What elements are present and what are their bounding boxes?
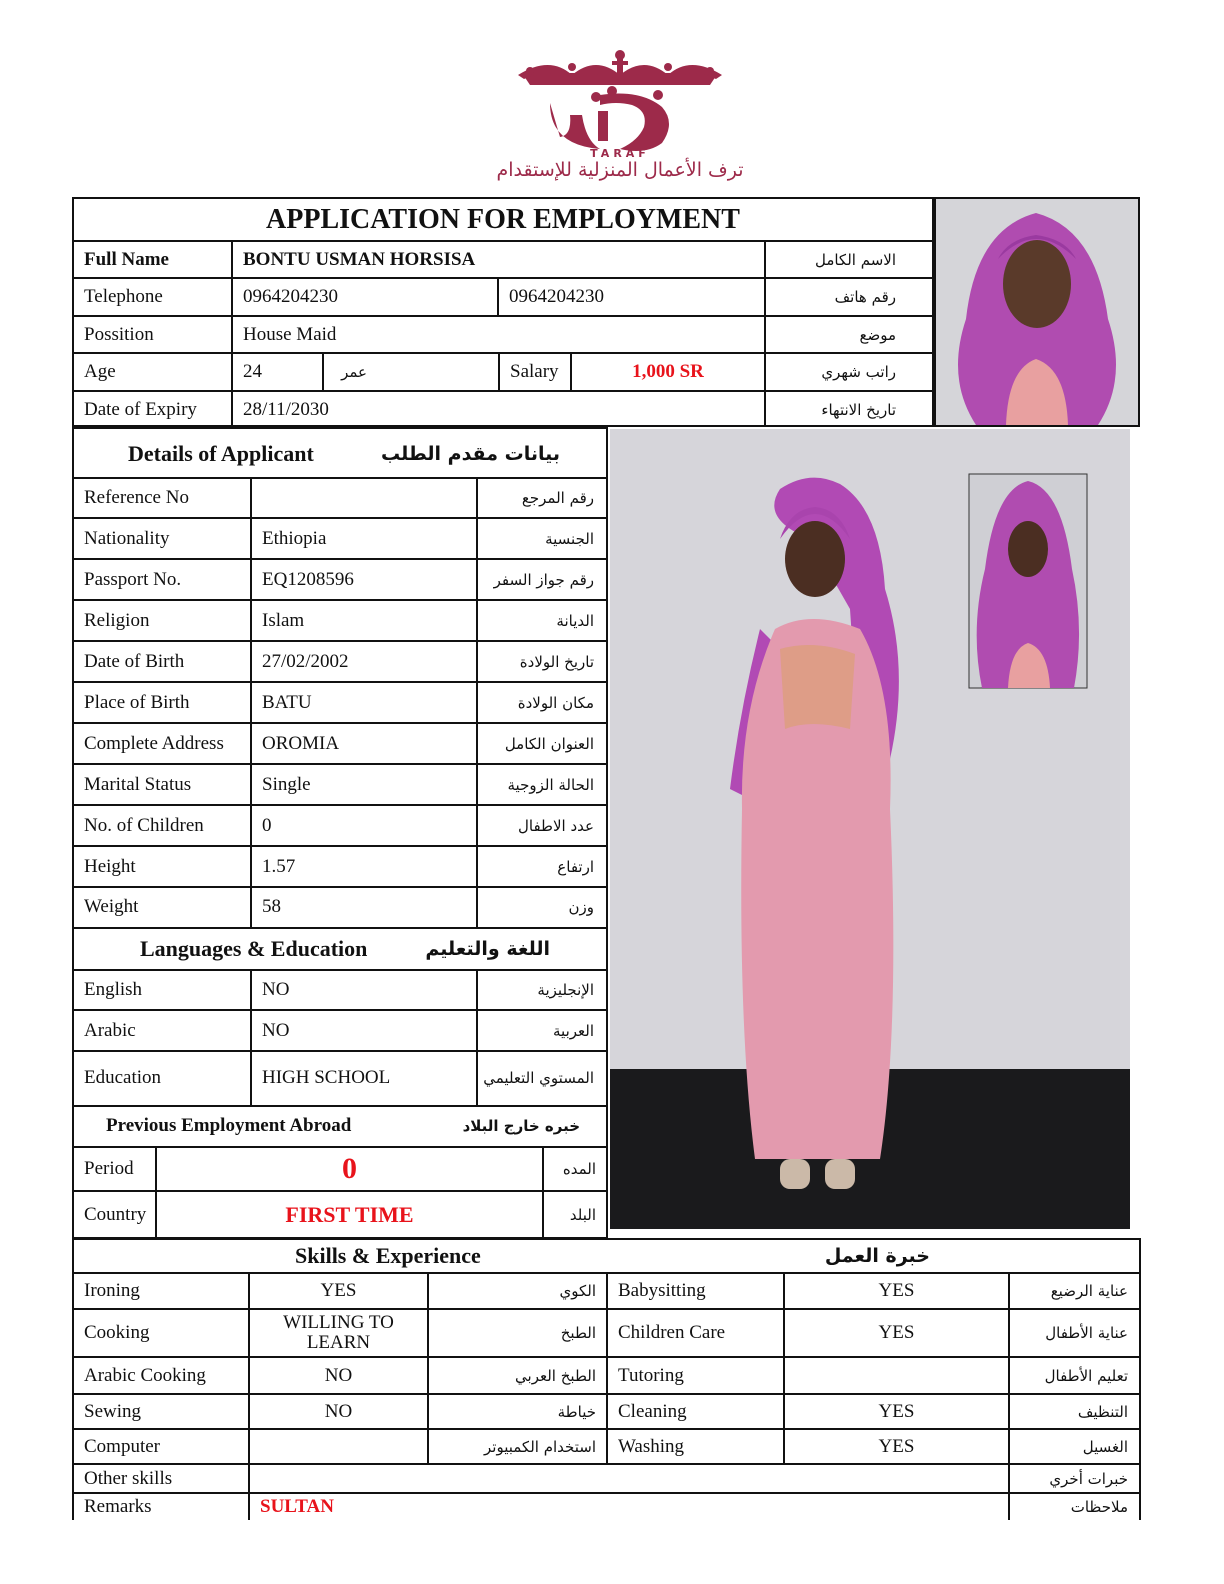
period-value: 0 — [342, 1152, 357, 1185]
previous-title-ar: خبره خارج البلاد — [462, 1117, 580, 1135]
skill-label: Cleaning — [618, 1400, 687, 1422]
detail-label-ar: العنوان الكامل — [504, 734, 594, 753]
full-body-photo — [610, 429, 1130, 1229]
skill-value: YES — [878, 1280, 915, 1301]
company-logo — [400, 45, 840, 185]
other-skills-value — [250, 1465, 1008, 1492]
age-value: 24 — [243, 361, 262, 382]
telephone-value-1: 0964204230 — [243, 286, 338, 307]
detail-label-ar: الحالة الزوجية — [507, 775, 594, 794]
logo-brand-arabic: ترف الأعمال المنزلية للإستقدام — [496, 159, 744, 181]
skill-value: NO — [324, 1400, 353, 1422]
country-label-ar: البلد — [569, 1206, 596, 1224]
skill-label-ar: الغسيل — [1082, 1437, 1128, 1456]
detail-label: Religion — [84, 609, 150, 631]
skill-label-ar: عناية الرضيع — [1050, 1282, 1128, 1300]
detail-value: 0 — [262, 814, 272, 836]
skill-value: YES — [320, 1280, 357, 1301]
skill-label: Sewing — [84, 1400, 141, 1422]
skill-label: Computer — [84, 1435, 160, 1457]
detail-label: Date of Birth — [84, 650, 185, 672]
detail-value: 27/02/2002 — [262, 650, 349, 672]
skill-label-ar: تعليم الأطفال — [1044, 1366, 1128, 1385]
age-label-ar: عمر — [341, 363, 367, 381]
skill-label-ar: الطبخ العربي — [515, 1366, 596, 1385]
skill-label: Cooking — [84, 1322, 150, 1343]
remarks-value: SULTAN — [260, 1496, 334, 1517]
details-title-ar: بيانات مقدم الطلب — [381, 443, 560, 465]
position-label: Possition — [84, 323, 154, 345]
skill-label: Babysitting — [618, 1280, 706, 1301]
detail-value: Single — [262, 773, 311, 795]
detail-label-ar: تاريخ الولادة — [519, 652, 594, 671]
language-label-ar: الإنجليزية — [537, 981, 594, 999]
skill-label: Children Care — [618, 1322, 726, 1343]
language-value: NO — [262, 979, 290, 1000]
detail-value: 1.57 — [262, 855, 296, 877]
full-name-label: Full Name — [84, 249, 169, 270]
skill-value: NO — [324, 1364, 353, 1386]
skill-value: YES — [878, 1322, 915, 1343]
language-label: Arabic — [84, 1019, 136, 1041]
skill-value: YES — [878, 1435, 915, 1457]
expiry-value: 28/11/2030 — [243, 398, 329, 420]
language-value: NO — [262, 1019, 290, 1041]
skill-label-ar: استخدام الكمبيوتر — [484, 1437, 596, 1456]
detail-label-ar: وزن — [568, 897, 594, 916]
detail-value: BATU — [262, 691, 312, 713]
detail-label-ar: الجنسية — [545, 529, 594, 548]
skill-label-ar: خياطة — [557, 1402, 596, 1421]
expiry-label: Date of Expiry — [84, 398, 197, 420]
detail-value: Ethiopia — [262, 527, 327, 549]
skill-label: Ironing — [84, 1280, 140, 1301]
detail-label: Marital Status — [84, 773, 192, 795]
skill-label-ar: الكوي — [559, 1282, 596, 1300]
salary-label: Salary — [510, 361, 559, 382]
detail-value: Islam — [262, 609, 305, 631]
detail-value: EQ1208596 — [262, 568, 354, 590]
detail-label: Weight — [84, 895, 139, 917]
detail-label-ar: رقم جواز السفر — [493, 570, 594, 589]
salary-label-ar: راتب شهري — [821, 363, 896, 381]
country-label: Country — [84, 1204, 147, 1225]
skill-value: YES — [878, 1400, 915, 1422]
detail-label: Reference No — [84, 487, 189, 508]
full-name-value: BONTU USMAN HORSISA — [243, 249, 476, 270]
skill-label: Arabic Cooking — [84, 1364, 206, 1386]
position-value: House Maid — [243, 323, 337, 345]
age-label: Age — [84, 361, 116, 382]
language-label: English — [84, 979, 143, 1000]
detail-label: Complete Address — [84, 732, 224, 754]
language-label: Education — [84, 1066, 162, 1088]
detail-value: 58 — [262, 895, 281, 917]
skill-value — [250, 1430, 427, 1463]
portrait-photo — [934, 197, 1140, 427]
telephone-label-ar: رقم هاتف — [834, 288, 896, 306]
remarks-label: Remarks — [84, 1496, 152, 1517]
details-title: Details of Applicant — [128, 441, 314, 466]
skill-label-ar: عناية الأطفال — [1045, 1324, 1128, 1342]
detail-label-ar: رقم المرجع — [521, 489, 594, 507]
detail-label: Place of Birth — [84, 691, 190, 713]
salary-value: 1,000 SR — [632, 361, 704, 382]
languages-title-ar: اللغة والتعليم — [425, 938, 550, 960]
remarks-label-ar: ملاحظات — [1070, 1498, 1128, 1516]
full-name-label-ar: الاسم الكامل — [814, 251, 896, 269]
language-label-ar: المستوي التعليمي — [483, 1068, 594, 1087]
skill-label: Tutoring — [618, 1364, 684, 1386]
other-skills-label-ar: خبرات أخري — [1049, 1469, 1128, 1488]
skill-value: WILLING TO LEARN — [283, 1312, 394, 1353]
skill-label-ar: التنظيف — [1077, 1402, 1128, 1421]
detail-label: Passport No. — [84, 568, 182, 590]
telephone-value-2: 0964204230 — [509, 286, 604, 307]
detail-label: No. of Children — [84, 814, 204, 836]
detail-label: Height — [84, 855, 136, 877]
detail-value — [252, 479, 476, 517]
detail-label-ar: عدد الاطفال — [518, 816, 594, 835]
detail-value: OROMIA — [262, 732, 340, 754]
period-label: Period — [84, 1158, 134, 1179]
previous-title: Previous Employment Abroad — [106, 1115, 352, 1136]
detail-label: Nationality — [84, 527, 170, 549]
languages-title: Languages & Education — [140, 936, 368, 961]
detail-label-ar: الديانة — [556, 611, 594, 630]
country-value: FIRST TIME — [285, 1202, 414, 1227]
position-label-ar: موضع — [859, 325, 896, 344]
other-skills-label: Other skills — [84, 1467, 173, 1489]
logo-brand-latin: TARAF — [590, 147, 650, 160]
skills-title: Skills & Experience — [295, 1243, 481, 1268]
expiry-label-ar: تاريخ الانتهاء — [821, 400, 896, 419]
detail-label-ar: مكان الولادة — [517, 693, 594, 712]
telephone-label: Telephone — [84, 286, 163, 307]
detail-label-ar: ارتفاع — [557, 857, 594, 876]
page-title: APPLICATION FOR EMPLOYMENT — [266, 204, 740, 235]
language-label-ar: العربية — [553, 1021, 594, 1040]
language-value: HIGH SCHOOL — [262, 1066, 391, 1088]
skill-label: Washing — [618, 1435, 685, 1457]
period-label-ar: المده — [562, 1160, 596, 1178]
skill-value — [785, 1358, 1008, 1393]
skill-label-ar: الطبخ — [560, 1324, 596, 1342]
skills-title-ar: خبرة العمل — [824, 1245, 930, 1267]
